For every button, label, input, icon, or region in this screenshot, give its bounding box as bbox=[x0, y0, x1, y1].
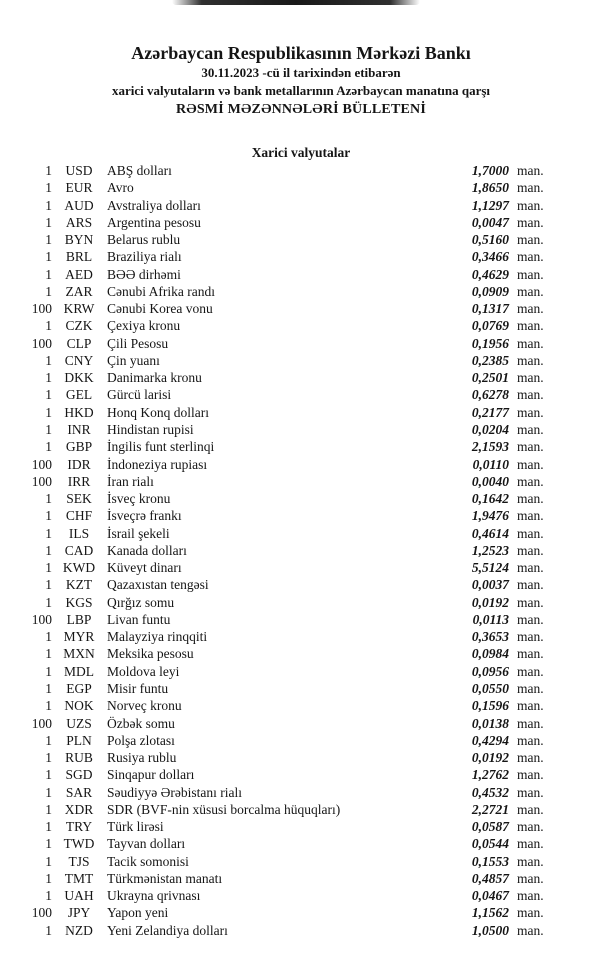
currency-name-cell: Misir funtu bbox=[107, 680, 169, 696]
unit-label-cell: man. bbox=[517, 888, 544, 904]
quantity-cell: 1 bbox=[45, 853, 52, 869]
currency-name-cell: Türk lirəsi bbox=[107, 819, 164, 835]
currency-code-cell: IDR bbox=[67, 456, 91, 472]
quantity-cell: 100 bbox=[31, 335, 52, 351]
currency-code-cell: MXN bbox=[63, 646, 95, 662]
quantity-cell: 1 bbox=[45, 870, 52, 886]
currency-code-cell: ZAR bbox=[65, 283, 93, 299]
unit-label-cell: man. bbox=[517, 370, 544, 386]
rate-value-cell: 1,9476 bbox=[471, 508, 509, 524]
rate-value-cell: 0,2385 bbox=[471, 352, 509, 368]
currency-code-cell: JPY bbox=[67, 905, 91, 921]
unit-label-cell: man. bbox=[517, 819, 544, 835]
quantity-cell: 1 bbox=[45, 180, 52, 196]
rate-value-cell: 0,0192 bbox=[471, 750, 509, 766]
currency-name-cell: Səudiyyə Ərəbistanı rialı bbox=[107, 784, 242, 800]
currency-code-cell: KRW bbox=[63, 301, 95, 317]
currency-name-cell: Livan funtu bbox=[107, 611, 171, 627]
rate-value-cell: 0,0110 bbox=[472, 456, 509, 472]
unit-label-cell: man. bbox=[517, 801, 544, 817]
currency-code-cell: BRL bbox=[65, 249, 93, 265]
exchange-rates-table bbox=[0, 162, 602, 939]
currency-code-cell: CLP bbox=[66, 335, 92, 351]
table-row bbox=[0, 818, 602, 835]
table-row bbox=[0, 507, 602, 524]
currency-name-cell: Çili Pesosu bbox=[107, 335, 169, 351]
rate-value-cell: 0,0956 bbox=[471, 663, 509, 679]
currency-code-cell: TMT bbox=[64, 870, 94, 886]
currency-name-cell: Meksika pesosu bbox=[107, 646, 194, 662]
currency-code-cell: TRY bbox=[65, 819, 93, 835]
rate-value-cell: 0,0040 bbox=[471, 473, 509, 489]
table-row bbox=[0, 801, 602, 818]
currency-code-cell: DKK bbox=[64, 370, 94, 386]
quantity-cell: 1 bbox=[45, 283, 52, 299]
unit-label-cell: man. bbox=[517, 249, 544, 265]
table-row bbox=[0, 179, 602, 196]
currency-name-cell: ABŞ dolları bbox=[107, 163, 172, 178]
table-row bbox=[0, 853, 602, 870]
currency-code-cell: AED bbox=[65, 266, 93, 282]
unit-label-cell: man. bbox=[517, 456, 544, 472]
rate-value-cell: 0,0984 bbox=[471, 646, 509, 662]
rate-value-cell: 0,1553 bbox=[471, 853, 509, 869]
table-row bbox=[0, 248, 602, 265]
rate-value-cell: 0,0047 bbox=[471, 214, 509, 230]
unit-label-cell: man. bbox=[517, 491, 544, 507]
rate-value-cell: 0,0587 bbox=[471, 819, 509, 835]
unit-label-cell: man. bbox=[517, 784, 544, 800]
unit-label-cell: man. bbox=[517, 629, 544, 645]
unit-label-cell: man. bbox=[517, 905, 544, 921]
currency-name-cell: Çin yuanı bbox=[107, 352, 160, 368]
currency-code-cell: ILS bbox=[68, 525, 90, 541]
currency-name-cell: Sinqapur dolları bbox=[107, 767, 195, 783]
currency-name-cell: Kanada dolları bbox=[107, 542, 187, 558]
currency-code-cell: AUD bbox=[64, 197, 94, 213]
rate-value-cell: 0,5160 bbox=[471, 232, 509, 248]
currency-code-cell: CHF bbox=[65, 508, 93, 524]
subject-line: xarici valyutaların və bank metallarının Azərbaycan manatına qarşı bbox=[111, 83, 491, 98]
currency-code-cell: PLN bbox=[66, 732, 92, 748]
currency-name-cell: Yeni Zelandiya dolları bbox=[107, 922, 228, 938]
table-row bbox=[0, 421, 602, 438]
unit-label-cell: man. bbox=[517, 594, 544, 610]
currency-name-cell: İsveçrə frankı bbox=[107, 508, 182, 524]
quantity-cell: 1 bbox=[45, 249, 52, 265]
quantity-cell: 1 bbox=[45, 542, 52, 558]
table-row bbox=[0, 162, 602, 179]
quantity-cell: 1 bbox=[45, 232, 52, 248]
quantity-cell: 1 bbox=[45, 370, 52, 386]
table-row bbox=[0, 663, 602, 680]
currency-name-cell: Braziliya rialı bbox=[107, 249, 182, 265]
table-row bbox=[0, 404, 602, 421]
currency-name-cell: Qazaxıstan tengəsi bbox=[107, 577, 209, 593]
table-row bbox=[0, 542, 602, 559]
currency-code-cell: UZS bbox=[66, 715, 92, 731]
table-row bbox=[0, 870, 602, 887]
quantity-cell: 1 bbox=[45, 663, 52, 679]
quantity-cell: 1 bbox=[45, 508, 52, 524]
currency-name-cell: İndoneziya rupiası bbox=[107, 456, 208, 472]
table-row bbox=[0, 352, 602, 369]
quantity-cell: 1 bbox=[45, 750, 52, 766]
rate-value-cell: 1,8650 bbox=[471, 180, 509, 196]
rate-value-cell: 0,1317 bbox=[471, 301, 509, 317]
table-row bbox=[0, 438, 602, 455]
currency-name-cell: Ukrayna qrivnası bbox=[107, 888, 201, 904]
unit-label-cell: man. bbox=[517, 560, 544, 576]
quantity-cell: 1 bbox=[45, 767, 52, 783]
rate-value-cell: 2,2721 bbox=[471, 801, 509, 817]
currency-name-cell: Danimarka kronu bbox=[107, 370, 202, 386]
table-row bbox=[0, 766, 602, 783]
currency-code-cell: ARS bbox=[65, 214, 93, 230]
quantity-cell: 1 bbox=[45, 698, 52, 714]
quantity-cell: 1 bbox=[45, 266, 52, 282]
currency-code-cell: LBP bbox=[66, 611, 92, 627]
rate-value-cell: 0,2501 bbox=[471, 370, 509, 386]
currency-name-cell: İran rialı bbox=[107, 473, 154, 489]
table-row bbox=[0, 525, 602, 542]
rate-value-cell: 0,0037 bbox=[471, 577, 509, 593]
quantity-cell: 1 bbox=[45, 560, 52, 576]
rate-value-cell: 0,6278 bbox=[471, 387, 509, 403]
rate-value-cell: 0,4532 bbox=[471, 784, 509, 800]
rate-value-cell: 1,2762 bbox=[471, 767, 509, 783]
quantity-cell: 1 bbox=[45, 163, 52, 178]
unit-label-cell: man. bbox=[517, 525, 544, 541]
currency-name-cell: BƏƏ dirhəmi bbox=[107, 266, 181, 282]
unit-label-cell: man. bbox=[517, 404, 544, 420]
unit-label-cell: man. bbox=[517, 767, 544, 783]
currency-name-cell: Avro bbox=[107, 180, 134, 196]
currency-code-cell: IRR bbox=[67, 473, 91, 489]
table-row bbox=[0, 904, 602, 921]
quantity-cell: 1 bbox=[45, 387, 52, 403]
currency-code-cell: GEL bbox=[65, 387, 93, 403]
quantity-cell: 1 bbox=[45, 491, 52, 507]
quantity-cell: 1 bbox=[45, 732, 52, 748]
currency-code-cell: MDL bbox=[64, 663, 94, 679]
effective-date-line: 30.11.2023 -cü il tarixindən etibarən bbox=[201, 65, 401, 80]
unit-label-cell: man. bbox=[517, 715, 544, 731]
unit-label-cell: man. bbox=[517, 870, 544, 886]
quantity-cell: 1 bbox=[45, 197, 52, 213]
currency-code-cell: USD bbox=[65, 163, 93, 178]
rate-value-cell: 0,4857 bbox=[471, 870, 509, 886]
quantity-cell: 1 bbox=[45, 680, 52, 696]
quantity-cell: 100 bbox=[31, 905, 52, 921]
quantity-cell: 1 bbox=[45, 629, 52, 645]
table-row bbox=[0, 697, 602, 714]
table-row bbox=[0, 594, 602, 611]
currency-code-cell: UAH bbox=[64, 888, 94, 904]
rate-value-cell: 0,0909 bbox=[471, 283, 509, 299]
table-row bbox=[0, 473, 602, 490]
quantity-cell: 1 bbox=[45, 888, 52, 904]
table-row bbox=[0, 300, 602, 317]
currency-code-cell: TWD bbox=[63, 836, 95, 852]
rate-value-cell: 5,5124 bbox=[471, 560, 509, 576]
unit-label-cell: man. bbox=[517, 473, 544, 489]
rate-value-cell: 1,7000 bbox=[471, 163, 509, 178]
table-row bbox=[0, 715, 602, 732]
currency-code-cell: GBP bbox=[65, 439, 93, 455]
unit-label-cell: man. bbox=[517, 542, 544, 558]
currency-name-cell: Tacik somonisi bbox=[107, 853, 189, 869]
quantity-cell: 100 bbox=[31, 473, 52, 489]
rate-value-cell: 0,0467 bbox=[471, 888, 509, 904]
rate-value-cell: 0,0544 bbox=[471, 836, 509, 852]
unit-label-cell: man. bbox=[517, 836, 544, 852]
quantity-cell: 1 bbox=[45, 525, 52, 541]
currency-code-cell: INR bbox=[67, 421, 91, 437]
unit-label-cell: man. bbox=[517, 163, 544, 178]
currency-name-cell: Argentina pesosu bbox=[107, 214, 201, 230]
currency-name-cell: Norveç kronu bbox=[107, 698, 182, 714]
currency-code-cell: NZD bbox=[65, 922, 93, 938]
rate-value-cell: 0,0192 bbox=[471, 594, 509, 610]
unit-label-cell: man. bbox=[517, 180, 544, 196]
table-row bbox=[0, 231, 602, 248]
table-row bbox=[0, 197, 602, 214]
unit-label-cell: man. bbox=[517, 611, 544, 627]
currency-name-cell: Hindistan rupisi bbox=[107, 421, 194, 437]
currency-name-cell: Belarus rublu bbox=[107, 232, 181, 248]
rate-value-cell: 0,3466 bbox=[471, 249, 509, 265]
currency-name-cell: SDR (BVF-nin xüsusi borcalma hüquqları) bbox=[107, 801, 341, 817]
unit-label-cell: man. bbox=[517, 750, 544, 766]
table-row bbox=[0, 386, 602, 403]
currency-code-cell: BYN bbox=[64, 232, 94, 248]
rate-value-cell: 0,4294 bbox=[471, 732, 509, 748]
currency-name-cell: Malayziya rinqqiti bbox=[107, 629, 208, 645]
table-row bbox=[0, 559, 602, 576]
unit-label-cell: man. bbox=[517, 922, 544, 938]
currency-name-cell: Çexiya kronu bbox=[107, 318, 181, 334]
currency-code-cell: NOK bbox=[64, 698, 94, 714]
quantity-cell: 100 bbox=[31, 456, 52, 472]
currency-name-cell: İsrail şekeli bbox=[107, 525, 170, 541]
quantity-cell: 1 bbox=[45, 801, 52, 817]
quantity-cell: 1 bbox=[45, 819, 52, 835]
table-row bbox=[0, 611, 602, 628]
rate-value-cell: 2,1593 bbox=[471, 439, 509, 455]
unit-label-cell: man. bbox=[517, 439, 544, 455]
unit-label-cell: man. bbox=[517, 646, 544, 662]
currency-code-cell: CAD bbox=[64, 542, 94, 558]
rate-value-cell: 0,1642 bbox=[471, 491, 509, 507]
rate-value-cell: 1,0500 bbox=[471, 922, 509, 938]
unit-label-cell: man. bbox=[517, 732, 544, 748]
currency-code-cell: SAR bbox=[65, 784, 93, 800]
table-row bbox=[0, 456, 602, 473]
currency-code-cell: KZT bbox=[65, 577, 93, 593]
currency-name-cell: İsveç kronu bbox=[107, 491, 171, 507]
quantity-cell: 1 bbox=[45, 352, 52, 368]
unit-label-cell: man. bbox=[517, 283, 544, 299]
rate-value-cell: 0,2177 bbox=[471, 404, 509, 420]
rate-value-cell: 0,1956 bbox=[471, 335, 509, 351]
currency-code-cell: RUB bbox=[65, 750, 93, 766]
currency-name-cell: Honq Konq dolları bbox=[107, 404, 209, 420]
table-row bbox=[0, 749, 602, 766]
rate-value-cell: 0,0204 bbox=[471, 421, 509, 437]
currency-name-cell: Moldova leyi bbox=[107, 663, 180, 679]
unit-label-cell: man. bbox=[517, 680, 544, 696]
unit-label-cell: man. bbox=[517, 698, 544, 714]
currency-name-cell: Rusiya rublu bbox=[107, 750, 177, 766]
currency-name-cell: İngilis funt sterlinqi bbox=[107, 439, 215, 455]
rate-value-cell: 0,1596 bbox=[471, 698, 509, 714]
unit-label-cell: man. bbox=[517, 663, 544, 679]
currency-code-cell: EUR bbox=[65, 180, 93, 196]
table-row bbox=[0, 784, 602, 801]
unit-label-cell: man. bbox=[517, 232, 544, 248]
table-row bbox=[0, 369, 602, 386]
table-row bbox=[0, 335, 602, 352]
rate-value-cell: 0,0138 bbox=[471, 715, 509, 731]
currency-name-cell: Yapon yeni bbox=[107, 905, 169, 921]
table-row bbox=[0, 283, 602, 300]
rate-value-cell: 0,4614 bbox=[471, 525, 509, 541]
currency-name-cell: Polşa zlotası bbox=[107, 732, 175, 748]
rate-value-cell: 0,0113 bbox=[472, 611, 509, 627]
bulletin-title: RƏSMİ MƏZƏNNƏLƏRİ BÜLLETENİ bbox=[175, 102, 427, 117]
table-row bbox=[0, 732, 602, 749]
bank-name-title: Azərbaycan Respublikasının Mərkəzi Bankı bbox=[131, 43, 471, 63]
unit-label-cell: man. bbox=[517, 318, 544, 334]
currency-code-cell: CZK bbox=[65, 318, 93, 334]
currency-name-cell: Gürcü larisi bbox=[107, 387, 172, 403]
quantity-cell: 1 bbox=[45, 646, 52, 662]
currency-code-cell: KWD bbox=[62, 560, 96, 576]
table-row bbox=[0, 645, 602, 662]
document-header bbox=[0, 42, 602, 120]
unit-label-cell: man. bbox=[517, 853, 544, 869]
currency-code-cell: CNY bbox=[64, 352, 94, 368]
quantity-cell: 1 bbox=[45, 404, 52, 420]
table-row bbox=[0, 576, 602, 593]
currency-code-cell: SEK bbox=[66, 491, 92, 507]
table-row bbox=[0, 835, 602, 852]
table-row bbox=[0, 887, 602, 904]
currency-name-cell: Tayvan dolları bbox=[107, 836, 186, 852]
unit-label-cell: man. bbox=[517, 508, 544, 524]
unit-label-cell: man. bbox=[517, 214, 544, 230]
rate-value-cell: 0,3653 bbox=[471, 629, 509, 645]
currency-code-cell: TJS bbox=[68, 853, 90, 869]
currency-name-cell: Cənubi Afrika randı bbox=[107, 283, 215, 299]
unit-label-cell: man. bbox=[517, 266, 544, 282]
table-row bbox=[0, 490, 602, 507]
quantity-cell: 100 bbox=[31, 611, 52, 627]
currency-name-cell: Cənubi Korea vonu bbox=[107, 301, 213, 317]
table-row bbox=[0, 628, 602, 645]
quantity-cell: 100 bbox=[31, 715, 52, 731]
quantity-cell: 1 bbox=[45, 784, 52, 800]
table-row bbox=[0, 922, 602, 939]
quantity-cell: 1 bbox=[45, 421, 52, 437]
currency-code-cell: HKD bbox=[64, 404, 94, 420]
table-row bbox=[0, 214, 602, 231]
unit-label-cell: man. bbox=[517, 335, 544, 351]
section-title-foreign-currencies: Xarici valyutalar bbox=[251, 145, 351, 160]
rate-value-cell: 0,4629 bbox=[471, 266, 509, 282]
unit-label-cell: man. bbox=[517, 577, 544, 593]
currency-code-cell: EGP bbox=[66, 680, 92, 696]
unit-label-cell: man. bbox=[517, 387, 544, 403]
unit-label-cell: man. bbox=[517, 352, 544, 368]
currency-code-cell: KGS bbox=[65, 594, 93, 610]
currency-name-cell: Türkmənistan manatı bbox=[107, 870, 223, 886]
table-row bbox=[0, 266, 602, 283]
rate-value-cell: 0,0550 bbox=[471, 680, 509, 696]
rate-value-cell: 0,0769 bbox=[471, 318, 509, 334]
currency-code-cell: MYR bbox=[63, 629, 95, 645]
table-row bbox=[0, 317, 602, 334]
quantity-cell: 1 bbox=[45, 214, 52, 230]
quantity-cell: 1 bbox=[45, 922, 52, 938]
unit-label-cell: man. bbox=[517, 197, 544, 213]
quantity-cell: 1 bbox=[45, 439, 52, 455]
rate-value-cell: 1,1297 bbox=[471, 197, 509, 213]
rate-value-cell: 1,1562 bbox=[471, 905, 509, 921]
currency-name-cell: Küveyt dinarı bbox=[107, 560, 182, 576]
quantity-cell: 1 bbox=[45, 318, 52, 334]
rate-value-cell: 1,2523 bbox=[471, 542, 509, 558]
table-row bbox=[0, 680, 602, 697]
quantity-cell: 1 bbox=[45, 836, 52, 852]
currency-code-cell: SGD bbox=[65, 767, 93, 783]
currency-name-cell: Özbək somu bbox=[107, 715, 175, 731]
unit-label-cell: man. bbox=[517, 421, 544, 437]
quantity-cell: 1 bbox=[45, 577, 52, 593]
quantity-cell: 100 bbox=[31, 301, 52, 317]
currency-name-cell: Qırğız somu bbox=[107, 594, 175, 610]
currency-name-cell: Avstraliya dolları bbox=[107, 197, 201, 213]
unit-label-cell: man. bbox=[517, 301, 544, 317]
quantity-cell: 1 bbox=[45, 594, 52, 610]
currency-code-cell: XDR bbox=[64, 801, 94, 817]
